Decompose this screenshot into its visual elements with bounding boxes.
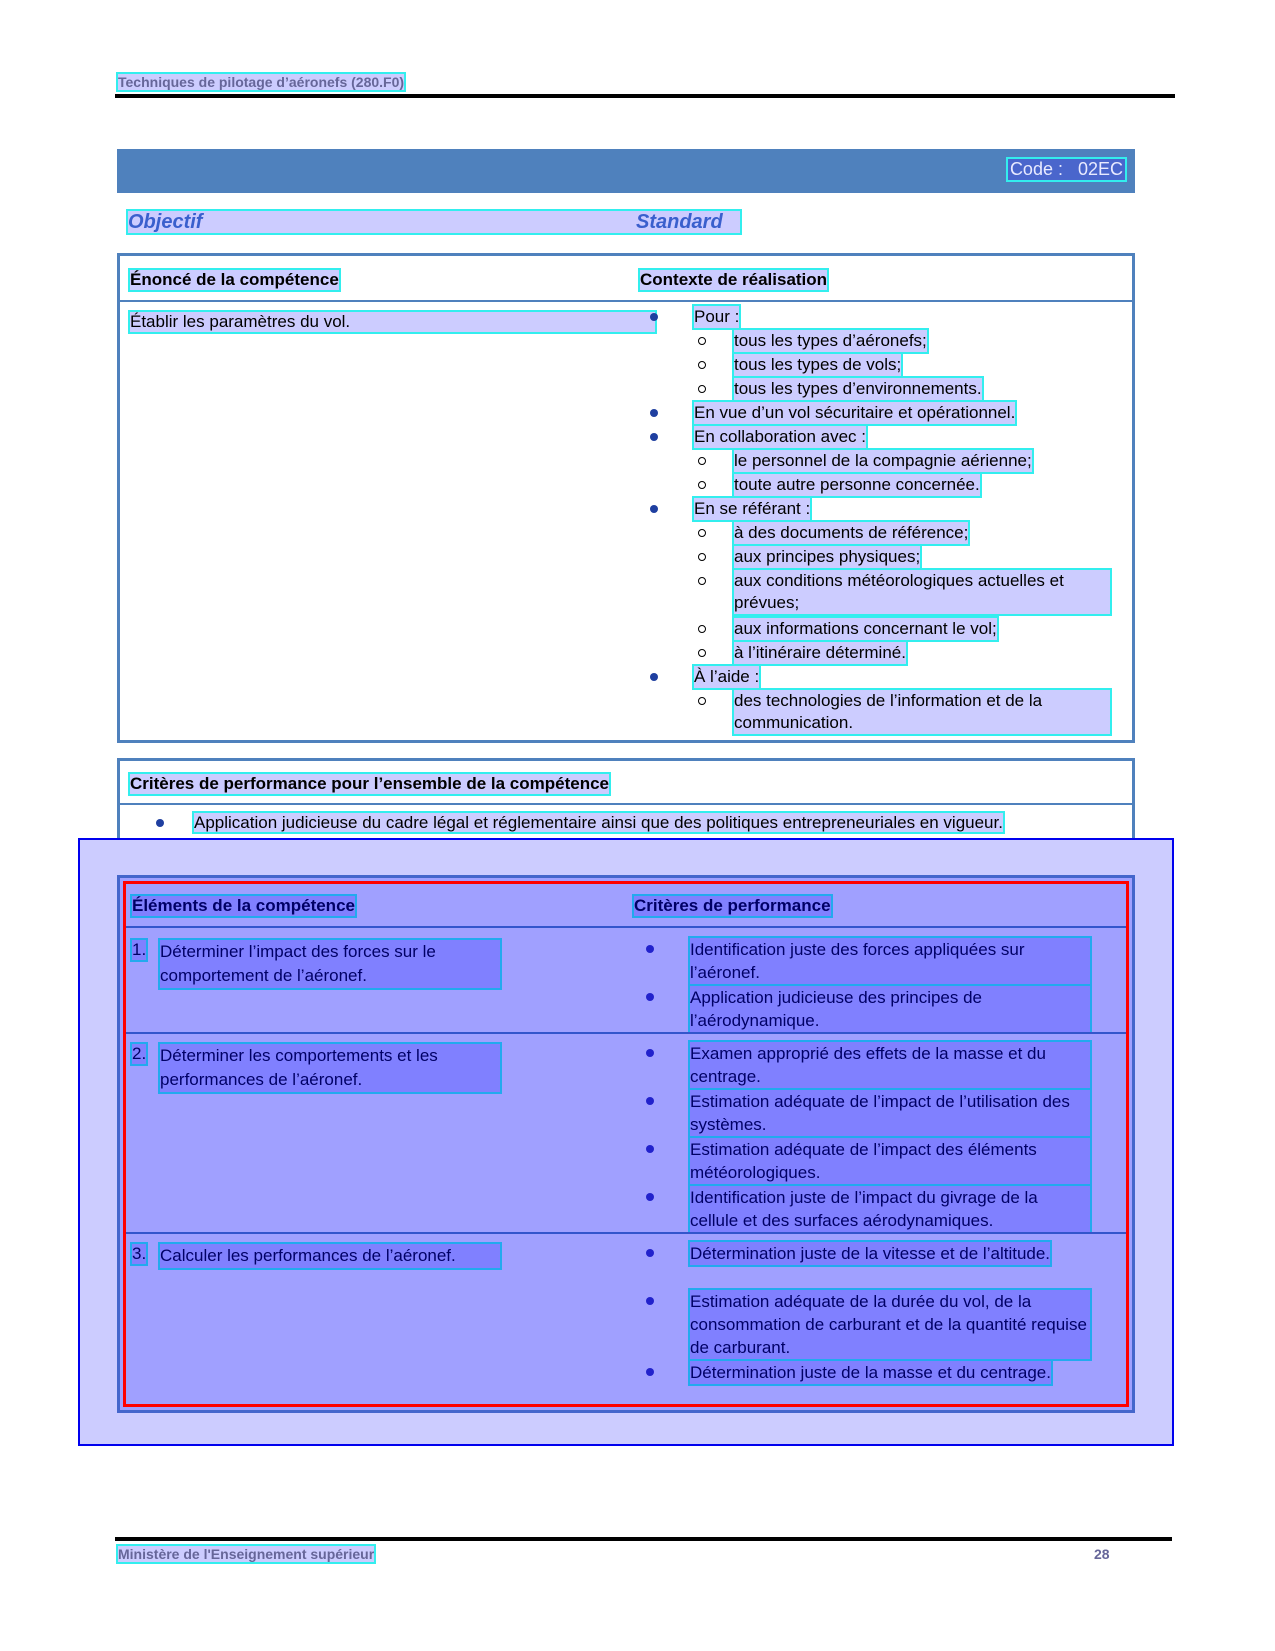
circle-bullet-icon: [698, 361, 706, 369]
objective-heading: Objectif: [128, 211, 203, 233]
context-text: tous les types d’environnements.: [734, 379, 982, 398]
context-subitem: [698, 570, 1110, 614]
criterion-text: Estimation adéquate de la durée du vol, de la consommation de carburant et de la quantité requise de carburant.: [690, 1290, 1090, 1359]
bullet-icon: [646, 1368, 654, 1376]
context-text: tous les types d’aéronefs;: [734, 331, 927, 350]
criterion-item: [646, 1361, 1116, 1384]
overall-criteria-text: Application judicieuse du cadre légal et réglementaire ainsi que des politiques entrepreneuriales en vigueur.: [194, 813, 1003, 832]
circle-bullet-icon: [698, 481, 706, 489]
bullet-icon: [646, 945, 654, 953]
competence-statement: Établir les paramètres du vol.: [130, 312, 655, 332]
context-item: [650, 498, 1110, 520]
context-subitem: [698, 474, 1110, 496]
criterion-text: Examen approprié des effets de la masse et du centrage.: [690, 1042, 1090, 1088]
context-text: aux conditions météorologiques actuelles et prévues;: [734, 570, 1110, 614]
overall-criteria-item: [148, 811, 1108, 834]
context-text: aux informations concernant le vol;: [734, 619, 997, 638]
circle-bullet-icon: [698, 529, 706, 537]
context-text: tous les types de vols;: [734, 355, 902, 374]
criterion-text: Estimation adéquate de l’impact de l’utilisation des systèmes.: [690, 1090, 1090, 1136]
elements-table-frame: [123, 881, 1129, 1407]
bullet-icon: [646, 1049, 654, 1057]
context-item: [650, 306, 1110, 328]
bullet-icon: [650, 433, 658, 441]
context-text: En vue d’un vol sécuritaire et opérationnel.: [694, 403, 1016, 422]
criterion-item: [646, 938, 1116, 984]
context-text: le personnel de la compagnie aérienne;: [734, 451, 1032, 470]
context-text: Pour :: [694, 307, 740, 326]
criterion-item: [646, 1138, 1116, 1184]
elements-column-header: Éléments de la compétence: [132, 896, 355, 915]
context-subitem: [698, 546, 1110, 568]
element-text: Calculer les performances de l’aéronef.: [160, 1244, 500, 1268]
circle-bullet-icon: [698, 337, 706, 345]
bullet-icon: [650, 505, 658, 513]
objective-standard-row: [128, 211, 740, 233]
criterion-item: [646, 1290, 1116, 1359]
elements-table: [117, 875, 1135, 1413]
context-subitem: [698, 618, 1110, 640]
bullet-icon: [646, 1097, 654, 1105]
overall-criteria-heading: Critères de performance pour l’ensemble de la compétence: [130, 774, 609, 793]
context-subitem: [698, 690, 1110, 734]
circle-bullet-icon: [698, 457, 706, 465]
bullet-icon: [156, 819, 164, 827]
context-text: des technologies de l’information et de la communication.: [734, 690, 1110, 734]
element-number: 3.: [132, 1244, 147, 1263]
table-header-rule: [120, 300, 1132, 302]
context-item: [650, 426, 1110, 448]
bullet-icon: [650, 409, 658, 417]
bullet-icon: [646, 1249, 654, 1257]
circle-bullet-icon: [698, 697, 706, 705]
bullet-icon: [650, 673, 658, 681]
context-item: [650, 402, 1110, 424]
footer-ministry: Ministère de l'Enseignement supérieur: [118, 1546, 375, 1562]
criterion-text: Identification juste des forces appliquées sur l’aéronef.: [690, 938, 1090, 984]
bullet-icon: [646, 1297, 654, 1305]
element-number: 1.: [132, 940, 147, 959]
criterion-text: Identification juste de l’impact du givrage de la cellule et des surfaces aérodynamiques.: [690, 1186, 1090, 1232]
element-text: Déterminer les comportements et les performances de l’aéronef.: [160, 1044, 500, 1092]
criterion-item: [646, 1186, 1116, 1232]
context-text: En se référant :: [694, 499, 811, 518]
competence-table: [117, 253, 1135, 743]
context-subitem: [698, 522, 1110, 544]
criterion-item: [646, 1242, 1116, 1265]
criterion-text: Détermination juste de la masse et du centrage.: [690, 1363, 1051, 1382]
context-subitem: [698, 330, 1110, 352]
criterion-text: Estimation adéquate de l’impact des éléments météorologiques.: [690, 1138, 1090, 1184]
context-text: toute autre personne concernée.: [734, 475, 980, 494]
context-item: [650, 666, 1110, 688]
running-header-title: Techniques de pilotage d’aéronefs (280.F0): [118, 74, 405, 90]
competence-code: Code : 02EC: [1009, 159, 1123, 179]
row-divider: [126, 1232, 1126, 1234]
context-subitem: [698, 450, 1110, 472]
criterion-item: [646, 1042, 1116, 1088]
criterion-item: [646, 986, 1116, 1032]
circle-bullet-icon: [698, 625, 706, 633]
context-subitem: [698, 378, 1110, 400]
criterion-item: [646, 1090, 1116, 1136]
context-subitem: [698, 354, 1110, 376]
header-rule: [115, 94, 1175, 98]
context-text: À l’aide :: [694, 667, 760, 686]
page-number: 28: [1094, 1546, 1110, 1562]
standard-heading: Standard: [636, 211, 723, 233]
context-column-header: Contexte de réalisation: [640, 270, 828, 289]
bullet-icon: [646, 1145, 654, 1153]
context-text: à l’itinéraire déterminé.: [734, 643, 906, 662]
bullet-icon: [646, 1193, 654, 1201]
bullet-icon: [646, 993, 654, 1001]
element-number: 2.: [132, 1044, 147, 1063]
bullet-icon: [650, 313, 658, 321]
criterion-text: Application judicieuse des principes de l’aérodynamique.: [690, 986, 1090, 1032]
criteria-column-header: Critères de performance: [634, 896, 831, 915]
code-band: [117, 149, 1135, 193]
table-header-rule: [120, 803, 1132, 805]
circle-bullet-icon: [698, 385, 706, 393]
circle-bullet-icon: [698, 553, 706, 561]
circle-bullet-icon: [698, 577, 706, 585]
statement-column-header: Énoncé de la compétence: [130, 270, 339, 289]
context-text: En collaboration avec :: [694, 427, 866, 446]
criterion-text: Détermination juste de la vitesse et de l’altitude.: [690, 1244, 1051, 1263]
row-divider: [126, 1032, 1126, 1034]
circle-bullet-icon: [698, 649, 706, 657]
element-text: Déterminer l’impact des forces sur le comportement de l’aéronef.: [160, 940, 500, 988]
context-text: à des documents de référence;: [734, 523, 969, 542]
context-subitem: [698, 642, 1110, 664]
table-header-rule: [126, 926, 1126, 928]
context-text: aux principes physiques;: [734, 547, 921, 566]
footer-rule: [115, 1537, 1172, 1541]
